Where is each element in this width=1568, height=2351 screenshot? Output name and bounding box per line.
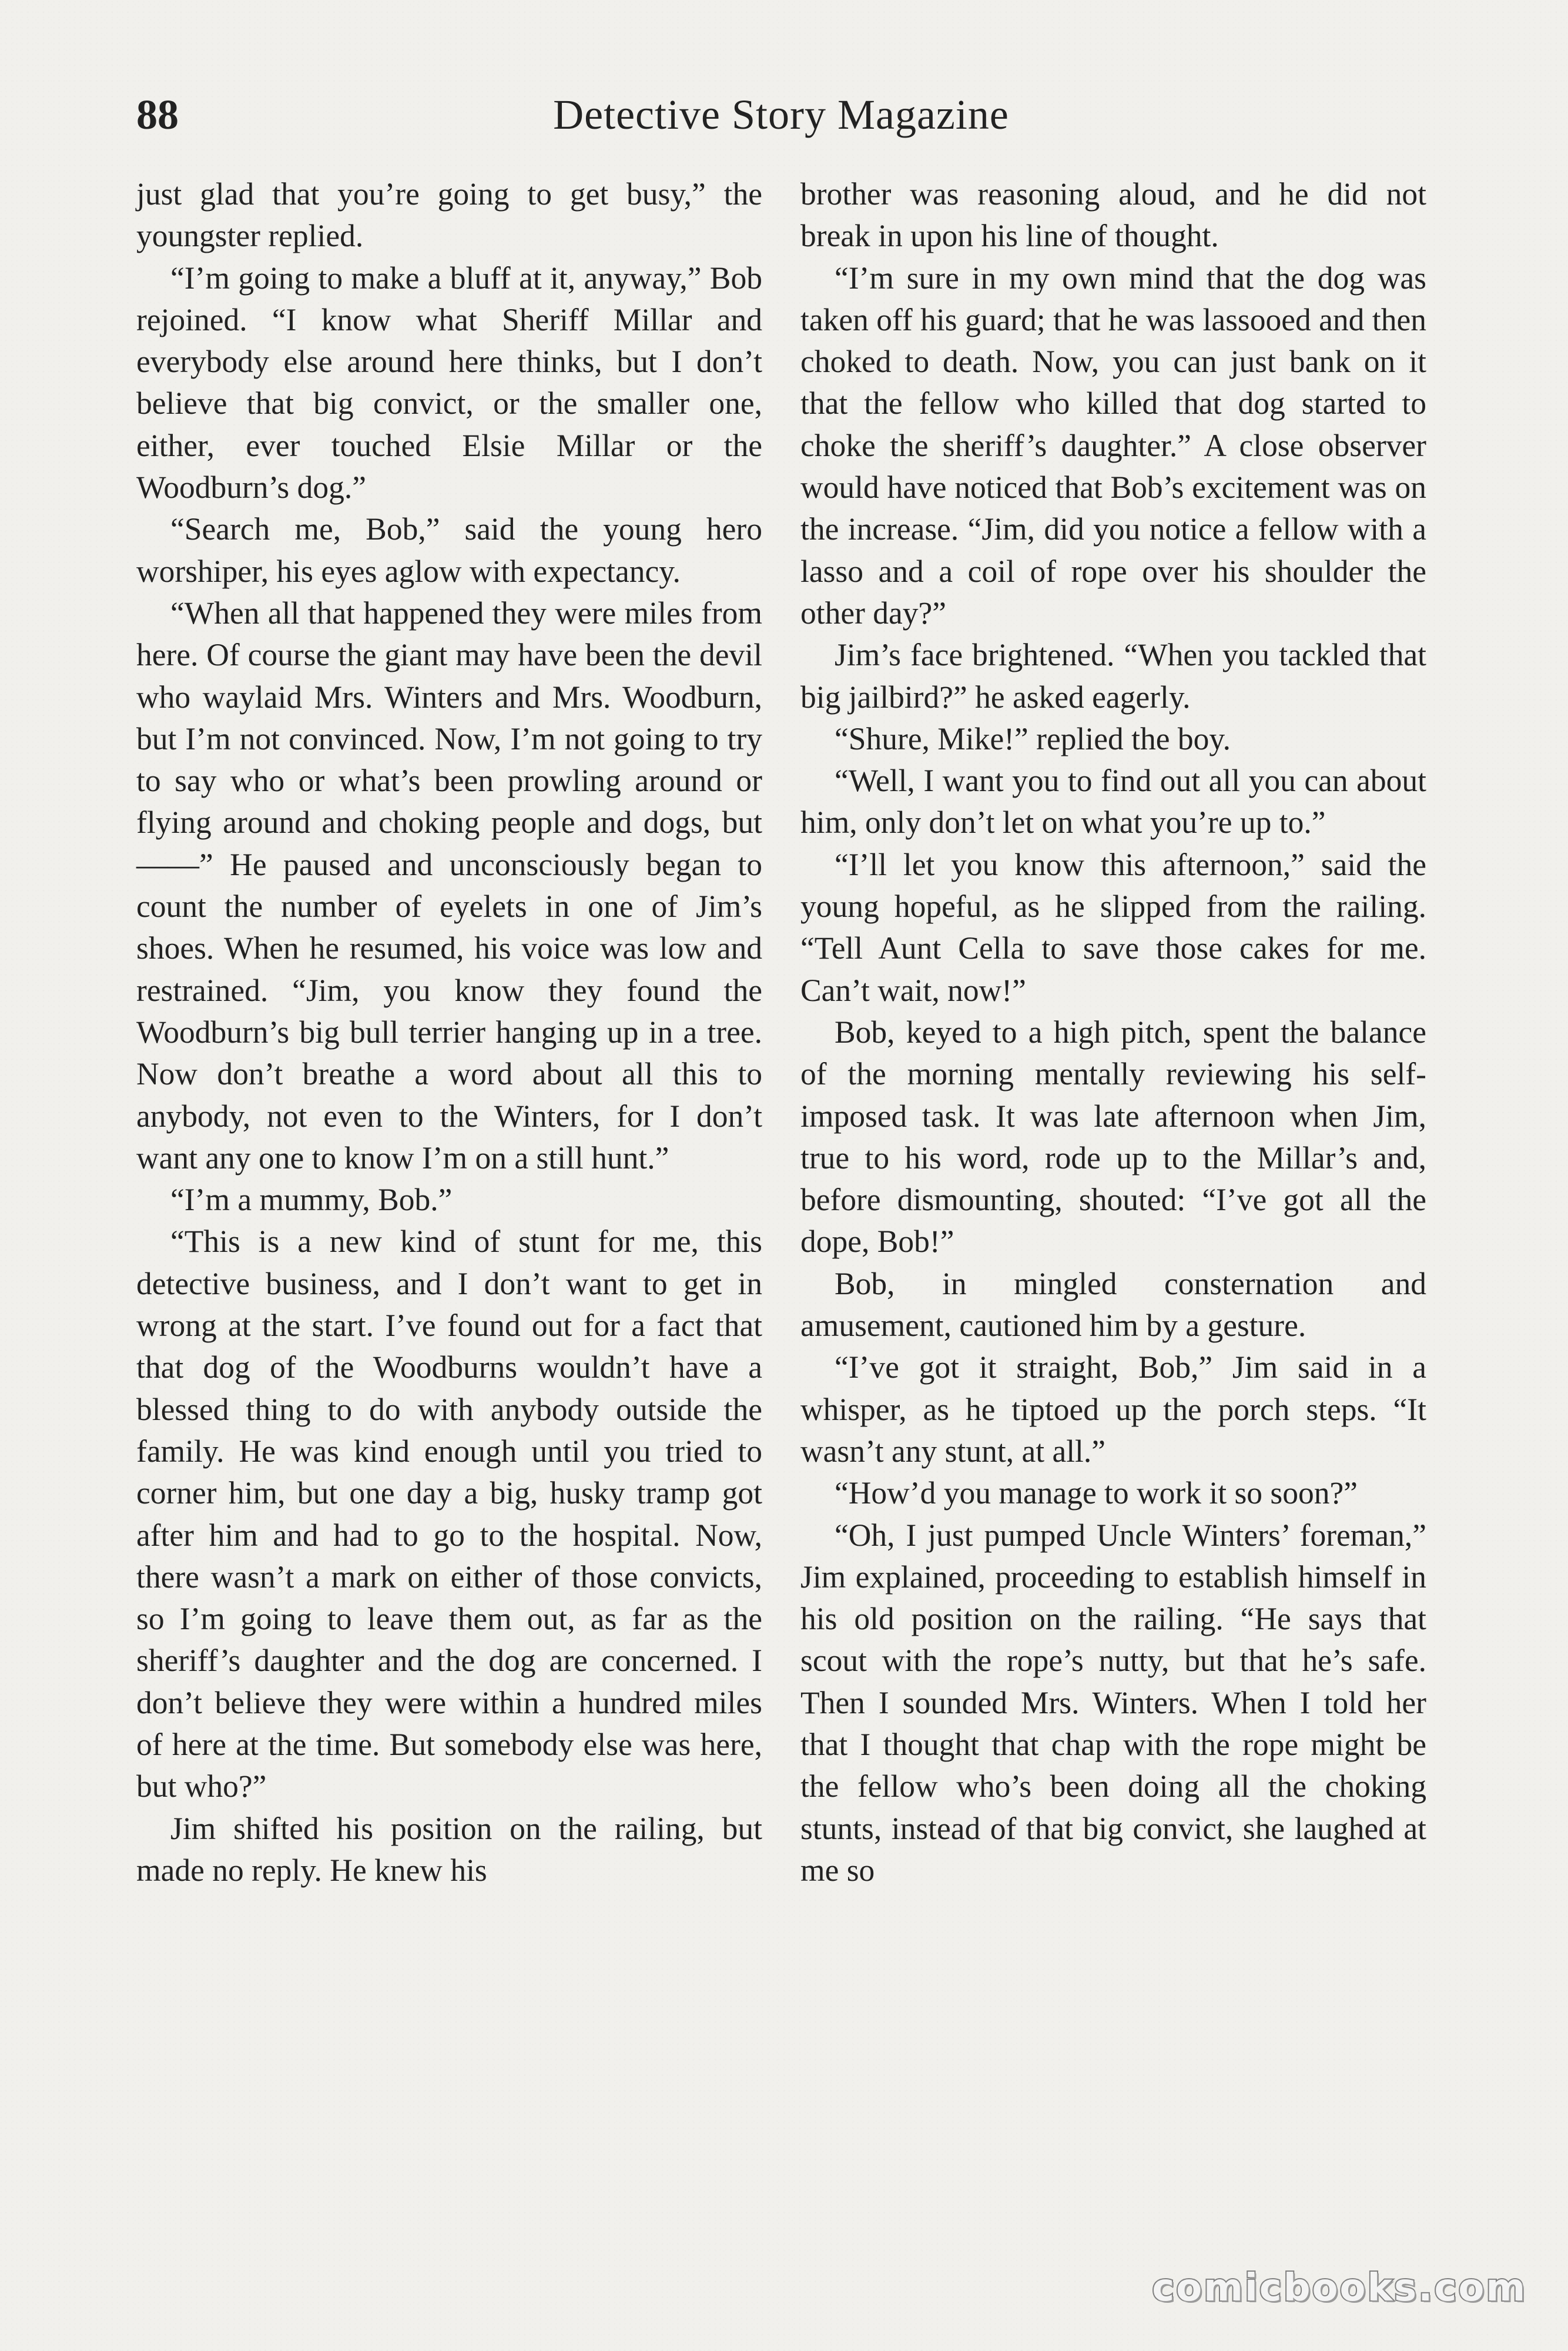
paragraph: “When all that happened they were miles from here. Of course the giant may have been the devil who waylaid Mrs. Winters and Mrs. Woodburn, but I’m not convinced. Now, I’m not going to try to say who or what’s been prowling around or flying around and choking people and dogs, but——” He paused and unconsciously began to count the number of eyelets in one of Jim’s shoes. When he resumed, his voice was low and restrained. “Jim, you know they found the Woodburn’s big bull terrier hanging up in a tree. Now don’t breathe a word about all this to anybody, not even to the Winters, for I don’t want any one to know I’m on a still hunt.” [136,595,762,1176]
left-column [136,173,762,1891]
paragraph: “I’m going to make a bluff at it, anyway,” Bob rejoined. “I know what Sheriff Millar and everybody else around here thinks, but I don’t believe that big convict, or the smaller one, either, ever touched Elsie Millar or the Woodburn’s dog.” [136,260,762,505]
paragraph: “Shure, Mike!” replied the boy. [835,721,1231,756]
paragraph: “I’ve got it straight, Bob,” Jim said in a whisper, as he tiptoed up the porch steps. “It wasn’t any stunt, at all.” [800,1349,1426,1469]
right-column [800,173,1426,1891]
watermark: comicbooks.com [1152,2266,1527,2310]
page-header [136,88,1426,153]
paragraph: “I’m a mummy, Bob.” [170,1182,453,1218]
paragraph: brother was reasoning aloud, and he did not break in upon his line of thought. [800,176,1426,254]
paragraph: “This is a new kind of stunt for me, this detective business, and I don’t want to get in wrong at the start. I’ve found out for a fact that that dog of the Woodburns wouldn’t have a blessed thing to do with anybody outside the family. He was kind enough until you tried to corner him, but one day a big, husky tramp got after him and had to go to the hospital. Now, there wasn’t a mark on either of those convicts, so I’m going to leave them out, as far as the sheriff’s daughter and the dog are concerned. I don’t believe they were within a hundred miles of here at the time. But somebody else was here, but who?” [136,1224,762,1804]
paragraph: “How’d you manage to work it so soon?” [835,1475,1358,1511]
paragraph: Bob, in mingled consternation and amusement, cautioned him by a gesture. [800,1265,1426,1344]
paragraph: Bob, keyed to a high pitch, spent the balance of the morning mentally reviewing his self-imposed task. It was late afternoon when Jim, true to his word, rode up to the Millar’s and, before dismounting, shouted: “I’ve got all the dope, Bob!” [800,1014,1426,1260]
page-number: 88 [136,91,179,138]
paragraph: “Oh, I just pumped Uncle Winters’ foreman,” Jim explained, proceeding to establish himself in his old position on the railing. “He says that scout with the rope’s nutty, but that he’s safe. Then I sounded Mrs. Winters. When I told her that I thought that chap with the rope might be the fellow who’s been doing all the choking stunts, instead of that big convict, she laughed at me so [800,1517,1426,1888]
paragraph: “I’m sure in my own mind that the dog was taken off his guard; that he was lassooed and then choked to death. Now, you can just bank on it that the fellow who killed that dog started to choke the sheriff’s daughter.” A close observer would have noticed that Bob’s excitement was on the increase. “Jim, did you notice a fellow with a lasso and a coil of rope over his shoulder the other day?” [800,260,1426,631]
running-title: Detective Story Magazine [553,91,1009,138]
paragraph: “I’ll let you know this afternoon,” said the young hopeful, as he slipped from the railing. “Tell Aunt Cella to save those cakes for me. Can’t wait, now!” [800,846,1426,1008]
paragraph: just glad that you’re going to get busy,” the youngster replied. [136,176,762,254]
paragraph: “Well, I want you to find out all you can about him, only don’t let on what you’re up to.” [800,763,1426,840]
paragraph: “Search me, Bob,” said the young hero worshiper, his eyes aglow with expectancy. [136,511,762,589]
paragraph: Jim’s face brightened. “When you tackled that big jailbird?” he asked eagerly. [800,637,1426,715]
paragraph: Jim shifted his position on the railing, but made no reply. He knew his [136,1810,762,1888]
